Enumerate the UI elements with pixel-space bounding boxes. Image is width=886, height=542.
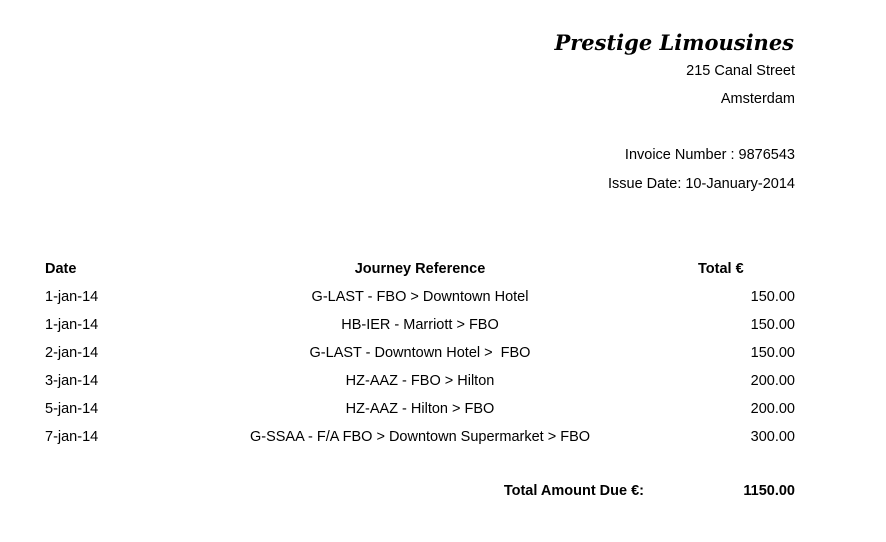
row-date: 1-jan-14 bbox=[45, 289, 99, 305]
header-date: Date bbox=[45, 261, 77, 277]
row-total: 300.00 bbox=[750, 429, 795, 445]
row-date: 2-jan-14 bbox=[45, 345, 99, 361]
company-name: Prestige Limousines bbox=[554, 30, 794, 55]
company-city: Amsterdam bbox=[720, 91, 795, 107]
row-total: 200.00 bbox=[750, 373, 795, 389]
row-date: 3-jan-14 bbox=[45, 373, 99, 389]
row-reference: G-SSAA - F/A FBO > Downtown Supermarket > FBO bbox=[249, 429, 591, 445]
total-due-label: Total Amount Due €: bbox=[503, 483, 644, 499]
row-date: 1-jan-14 bbox=[45, 317, 99, 333]
row-reference: G-LAST - Downtown Hotel > FBO bbox=[309, 345, 531, 361]
row-total: 150.00 bbox=[750, 345, 795, 361]
row-reference: HZ-AAZ - Hilton > FBO bbox=[345, 401, 495, 417]
row-date: 7-jan-14 bbox=[45, 429, 99, 445]
row-reference: G-LAST - FBO > Downtown Hotel bbox=[311, 289, 529, 305]
header-total: Total € bbox=[698, 261, 744, 277]
row-reference: HZ-AAZ - FBO > Hilton bbox=[345, 373, 495, 389]
row-total: 150.00 bbox=[750, 317, 795, 333]
header-journey-reference: Journey Reference bbox=[354, 261, 486, 277]
total-due-value: 1150.00 bbox=[743, 483, 795, 499]
row-total: 150.00 bbox=[750, 289, 795, 305]
row-date: 5-jan-14 bbox=[45, 401, 99, 417]
issue-date: Issue Date: 10-January-2014 bbox=[608, 176, 795, 192]
invoice-number: Invoice Number : 9876543 bbox=[624, 147, 795, 163]
row-reference: HB-IER - Marriott > FBO bbox=[341, 317, 499, 333]
row-total: 200.00 bbox=[750, 401, 795, 417]
company-street: 215 Canal Street bbox=[686, 63, 795, 79]
